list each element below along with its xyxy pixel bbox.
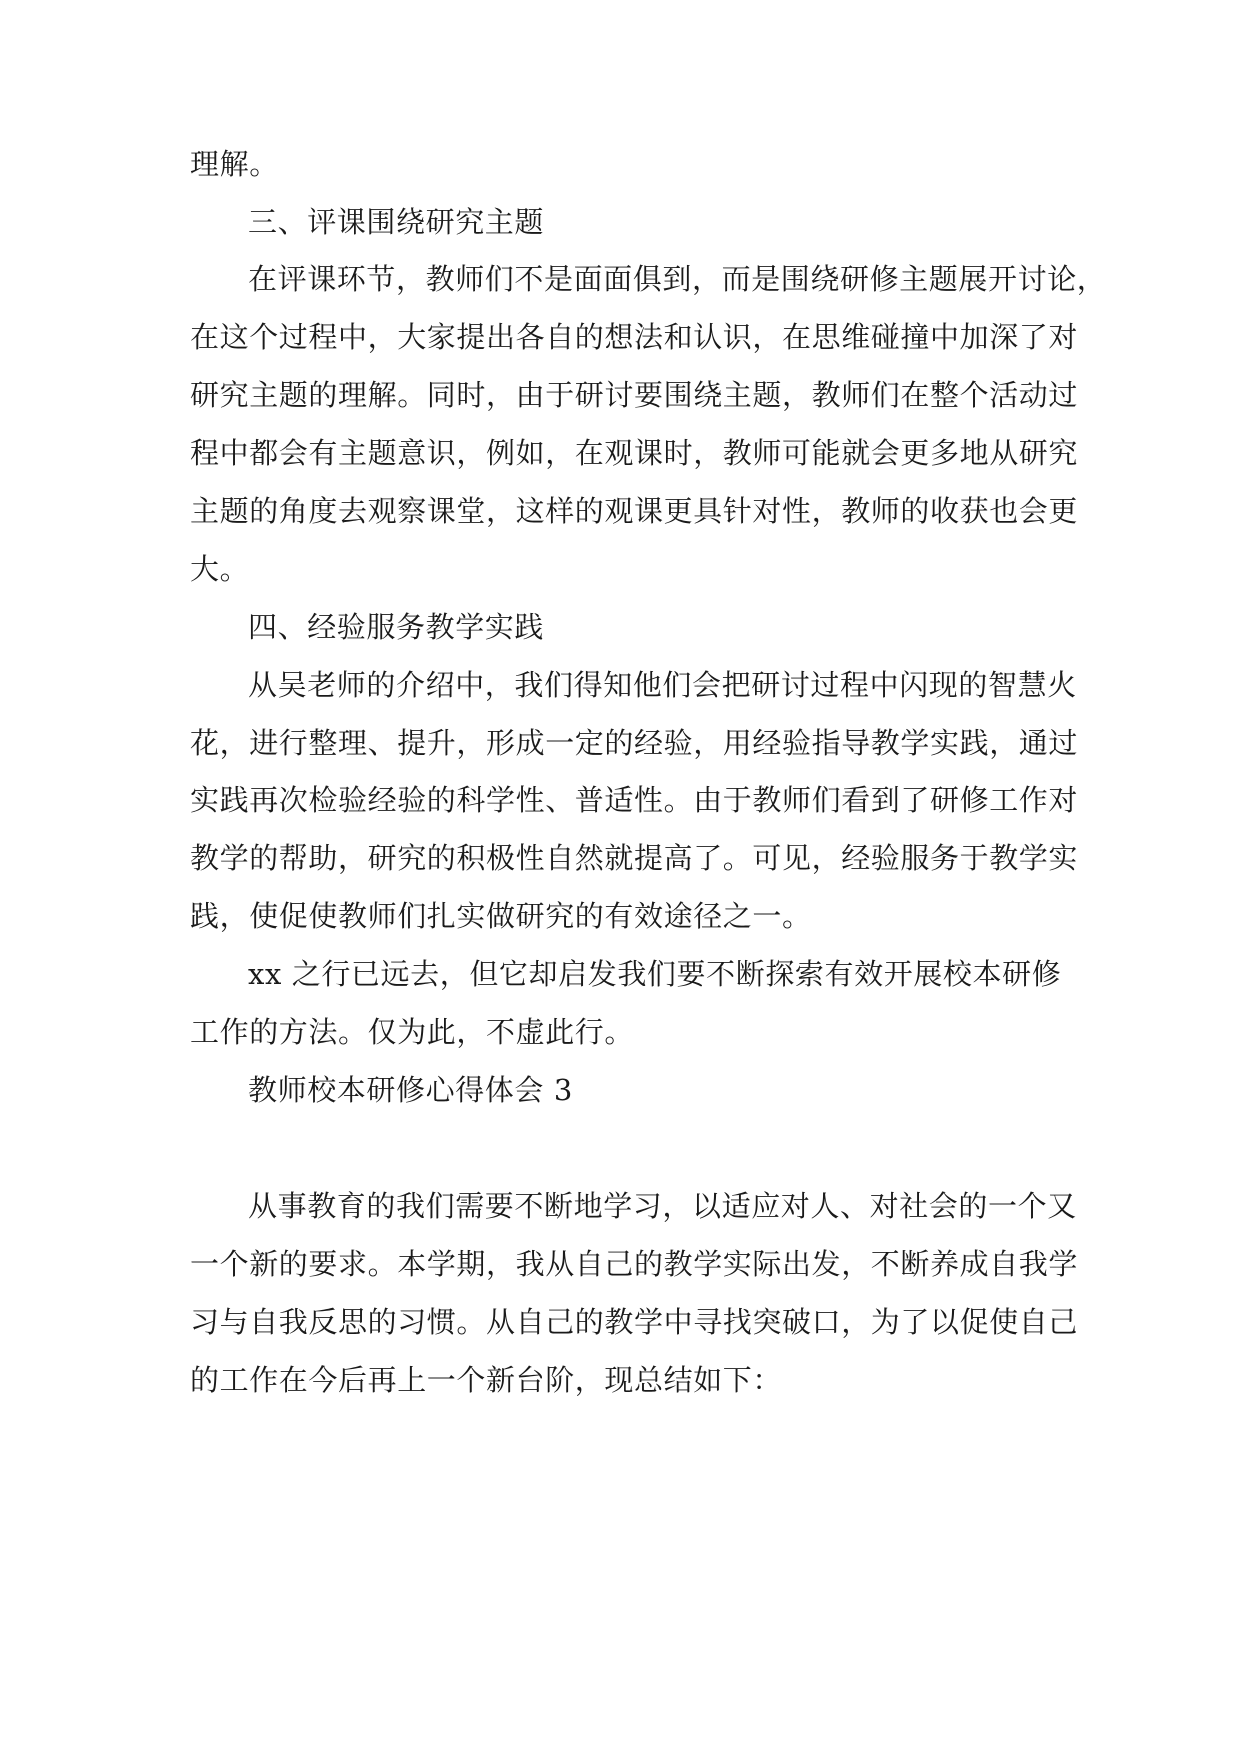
paragraph-line: 花，进行整理、提升，形成一定的经验，用经验指导教学实践，通过 xyxy=(190,726,1079,760)
section-heading: 四、经验服务教学实践 xyxy=(248,610,545,644)
paragraph-line: 研究主题的理解。同时，由于研讨要围绕主题，教师们在整个活动过 xyxy=(190,378,1079,412)
paragraph-line: 习与自我反思的习惯。从自己的教学中寻找突破口，为了以促使自己 xyxy=(190,1305,1079,1339)
paragraph-line: 从事教育的我们需要不断地学习，以适应对人、对社会的一个又 xyxy=(248,1189,1077,1223)
paragraph-line: 教学的帮助，研究的积极性自然就提高了。可见，经验服务于教学实 xyxy=(190,841,1079,875)
paragraph-line: 程中都会有主题意识，例如，在观课时，教师可能就会更多地从研究 xyxy=(190,436,1079,470)
section-title: 教师校本研修心得体会 3 xyxy=(248,1073,573,1107)
paragraph-line: 践，使促使教师们扎实做研究的有效途径之一。 xyxy=(190,899,812,933)
paragraph-line: xx 之行已远去，但它却启发我们要不断探索有效开展校本研修 xyxy=(248,957,1062,991)
section-heading: 三、评课围绕研究主题 xyxy=(248,205,545,239)
paragraph-line: 工作的方法。仅为此，不虚此行。 xyxy=(190,1015,635,1049)
paragraph-line: 理解。 xyxy=(190,147,279,181)
paragraph-line: 在评课环节，教师们不是面面俱到，而是围绕研修主题展开讨论， xyxy=(248,262,1107,296)
paragraph-line: 在这个过程中，大家提出各自的想法和认识，在思维碰撞中加深了对 xyxy=(190,320,1079,354)
paragraph-line: 的工作在今后再上一个新台阶，现总结如下： xyxy=(190,1363,783,1397)
paragraph-line: 一个新的要求。本学期，我从自己的教学实际出发，不断养成自我学 xyxy=(190,1247,1079,1281)
paragraph-line: 实践再次检验经验的科学性、普适性。由于教师们看到了研修工作对 xyxy=(190,783,1079,817)
paragraph-line: 主题的角度去观察课堂，这样的观课更具针对性，教师的收获也会更 xyxy=(190,494,1079,528)
paragraph-line: 从吴老师的介绍中，我们得知他们会把研讨过程中闪现的智慧火 xyxy=(248,668,1077,702)
paragraph-line: 大。 xyxy=(190,552,250,586)
